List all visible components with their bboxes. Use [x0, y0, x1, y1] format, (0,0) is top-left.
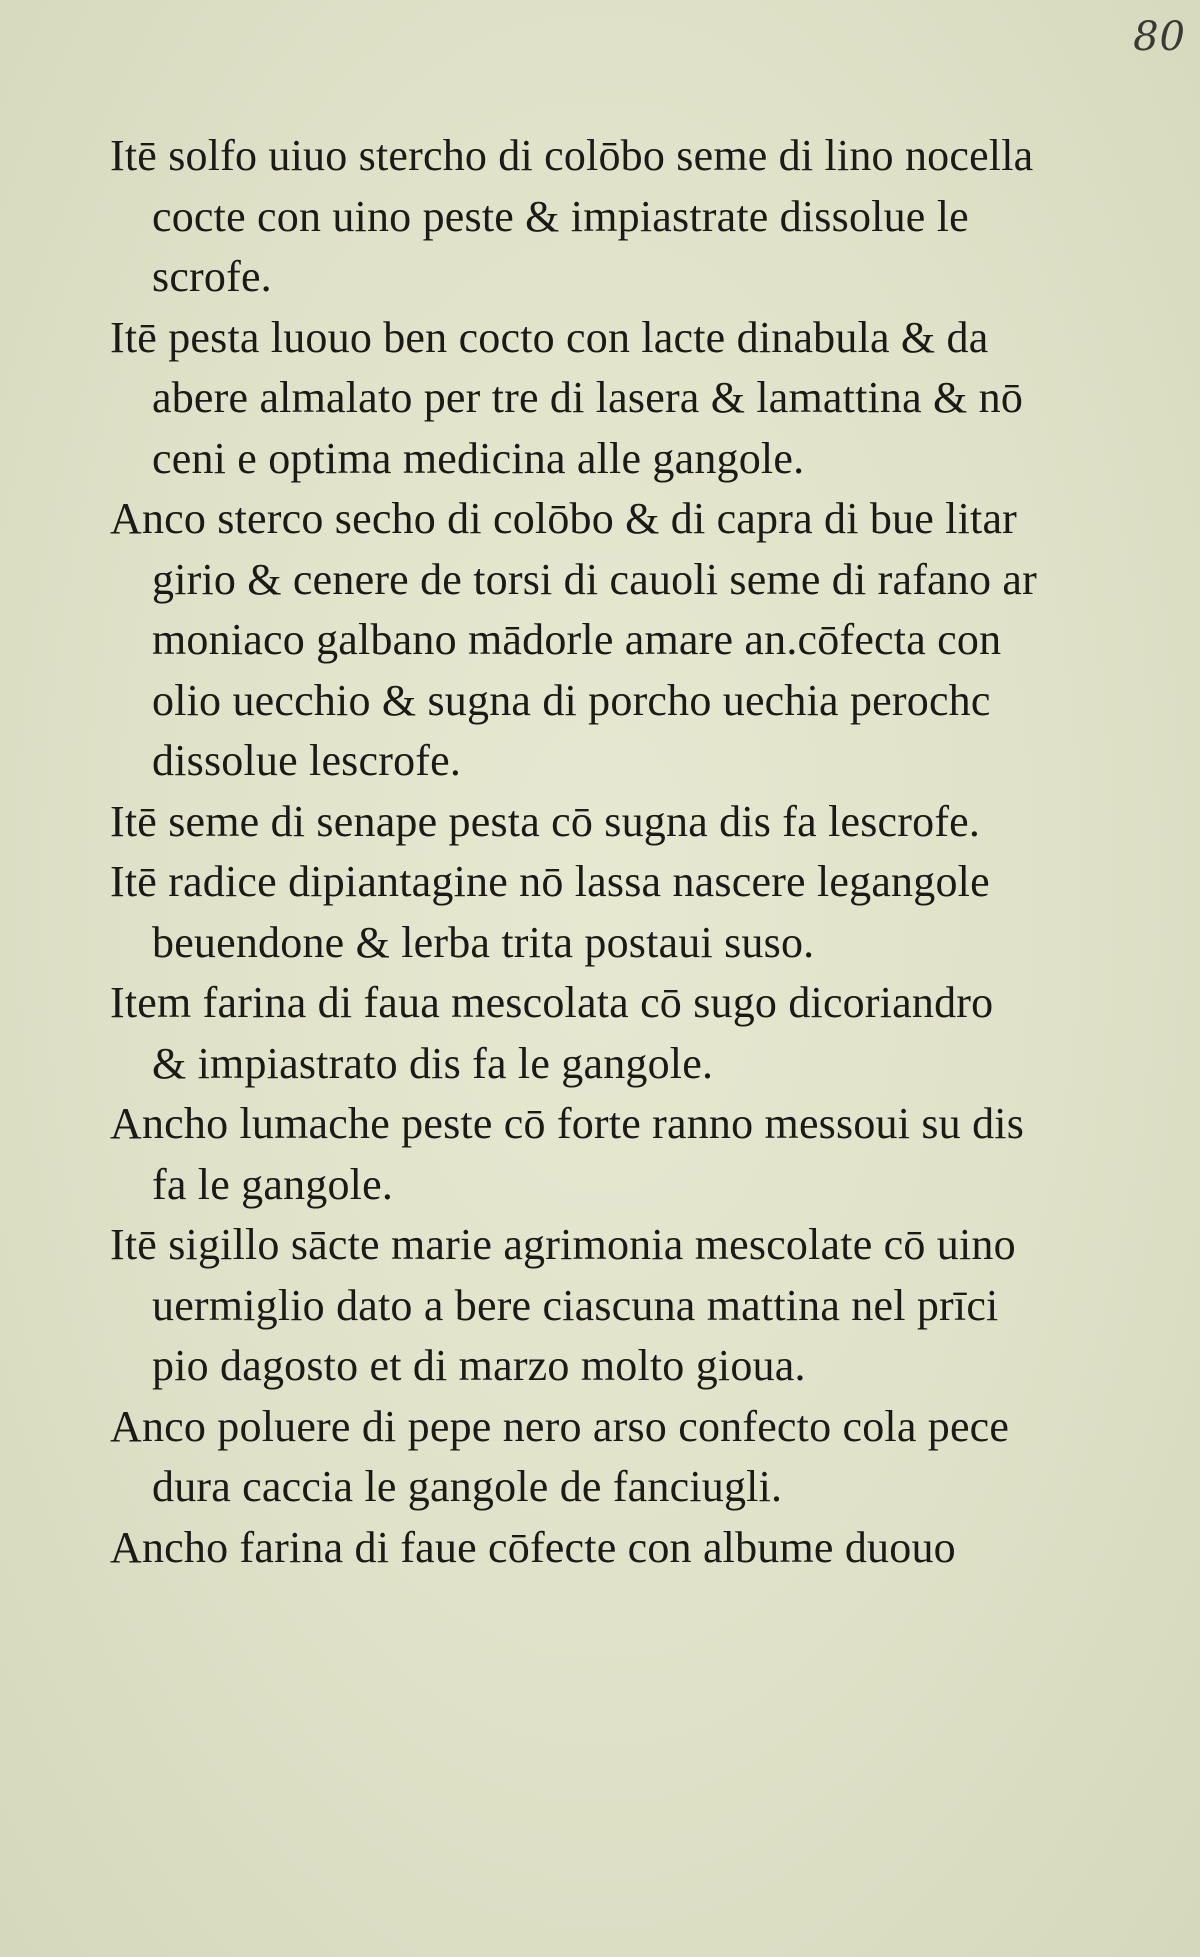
text-line: Itē seme di senape pesta cō sugna dis fa lescrofe.	[110, 796, 981, 846]
text-line: Anco poluere di pepe nero arso confecto cola pece	[110, 1401, 1010, 1451]
text-line: cocte con uino peste & impiastrate dissolue le	[152, 191, 969, 241]
text-line: Itē pesta luouo ben cocto con lacte dinabula & da	[110, 312, 989, 362]
text-line: dissolue lescrofe.	[152, 736, 462, 785]
text-line: Itē solfo uiuo stercho di colōbo seme di lino nocella	[110, 131, 1034, 180]
folio-number: 80	[1133, 14, 1186, 60]
text-line: ceni e optima medicina alle gangole.	[152, 433, 805, 483]
text-line: scrofe.	[152, 252, 272, 301]
text-line: moniaco galbano mādorle amare an.cōfecta con	[152, 615, 1002, 664]
text-line: & impiastrato dis fa le gangole.	[152, 1038, 714, 1088]
text-line: Itē radice dipiantagine nō lassa nascere legangole	[110, 857, 990, 906]
text-line: Itē sigillo sācte marie agrimonia mescolate cō uino	[110, 1220, 1016, 1269]
text-line: uermiglio dato a bere ciascuna mattina nel prīci	[152, 1280, 999, 1330]
text-line: Ancho lumache peste cō forte ranno messoui su dis	[110, 1099, 1025, 1148]
text-line: girio & cenere de torsi di cauoli seme di rafano ar	[152, 554, 1037, 604]
text-line: dura caccia le gangole de fanciugli.	[152, 1462, 783, 1511]
text-line: abere almalato per tre di lasera & lamattina & nō	[152, 373, 1024, 422]
text-line: beuendone & lerba trita postaui suso.	[152, 917, 815, 967]
text-line: pio dagosto et di marzo molto gioua.	[152, 1341, 806, 1390]
text-block	[110, 126, 1110, 1578]
text-line: Item farina di faua mescolata cō sugo dicoriandro	[110, 978, 994, 1027]
text-line: Ancho farina di faue cōfecte con albume duouo	[110, 1522, 956, 1572]
text-line: fa le gangole.	[152, 1159, 394, 1209]
text-line: Anco sterco secho di colōbo & di capra di bue litar	[110, 494, 1018, 543]
text-line: olio uecchio & sugna di porcho uechia perochc	[152, 675, 991, 725]
